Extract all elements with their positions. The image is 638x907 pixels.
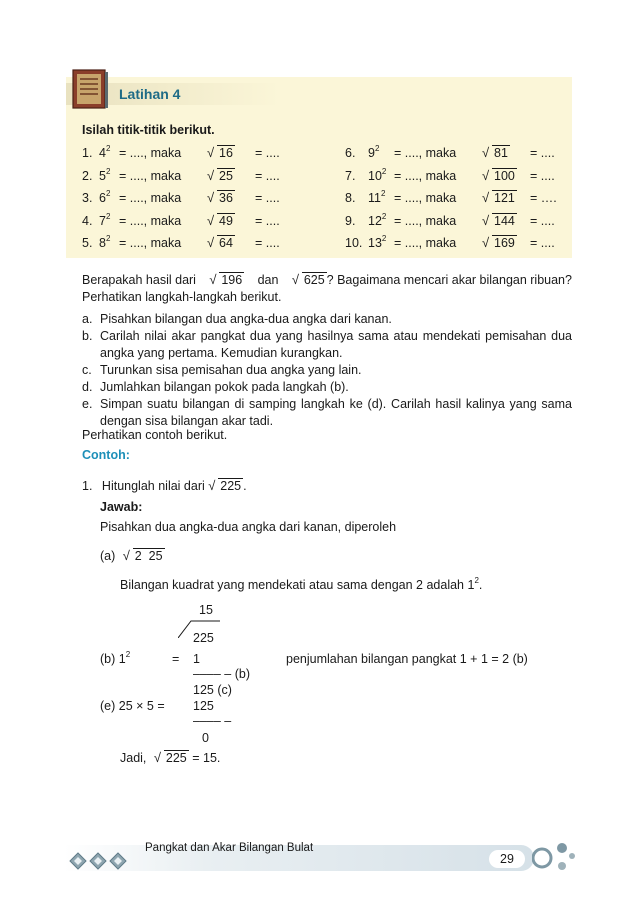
example-intro: Perhatikan contoh berikut. xyxy=(82,428,228,442)
exercise-row xyxy=(82,191,280,214)
exercise-power: $13^2$ xyxy=(368,234,387,250)
kuadrat-text: Bilangan kuadrat yang mendekati atau sama dengan 2 adalah 1 xyxy=(120,578,475,592)
exercise-mid: = ...., maka xyxy=(394,168,457,183)
exercise-root: √ 144 xyxy=(482,214,522,228)
exercise-answer: = .... xyxy=(255,213,280,228)
title-band xyxy=(66,83,372,105)
exercise-answer: = .... xyxy=(255,236,280,250)
exercise-row xyxy=(82,236,280,259)
example-question xyxy=(82,479,247,493)
instruction: Isilah titik-titik berikut. xyxy=(82,123,215,137)
step-b-note: penjumlahan bilangan pangkat 1 + 1 = 2 (b) xyxy=(286,652,528,666)
exercise-mid: = ...., maka xyxy=(394,213,457,228)
step-item xyxy=(82,311,572,328)
exercise-mid: = ...., maka xyxy=(119,146,182,160)
step-text: Turunkan sisa pemisahan dua angka yang lain. xyxy=(100,363,362,377)
exercise-row xyxy=(82,166,280,192)
minus-line-b: –––– – (b) xyxy=(193,667,250,681)
final-zero: 0 xyxy=(202,731,209,745)
exercise-root: √ 121 xyxy=(482,191,522,205)
step-e-label: (e) 25 × 5 = xyxy=(100,699,165,713)
step-label: d. xyxy=(82,380,93,394)
section-title: Latihan 4 xyxy=(119,86,181,102)
exercise-list-left xyxy=(82,146,280,259)
exercise-power: $9^2$ xyxy=(368,144,380,160)
exercise-mid: = ...., maka xyxy=(119,213,182,228)
exercise-row xyxy=(345,166,557,192)
exercise-number: 5. xyxy=(82,236,93,250)
exercise-power: $7^2$ xyxy=(99,211,111,228)
exercise-number: 10. xyxy=(345,236,363,250)
exercise-row xyxy=(345,191,557,214)
minus-line-2: –––– – xyxy=(193,714,232,728)
exercise-root: √ 169 xyxy=(482,236,522,250)
conclusion xyxy=(120,751,220,765)
exercise-root: √ 49 xyxy=(207,214,247,228)
exercise-answer: = .... xyxy=(530,213,555,228)
conclusion-post: = 15. xyxy=(192,751,221,765)
answer-label: Jawab: xyxy=(100,500,143,514)
question-number: 1. xyxy=(82,479,93,493)
exercise-number: 4. xyxy=(82,213,93,228)
exercise-power: $4^2$ xyxy=(99,144,111,160)
exercise-root: √ 81 xyxy=(482,146,522,160)
exercise-mid: = ...., maka xyxy=(119,236,182,250)
intro-part2: ? Bagaimana mencari akar bilangan ribuan? xyxy=(326,273,572,287)
exercise-power: $6^2$ xyxy=(99,189,111,205)
question-text: Hitunglah nilai dari xyxy=(101,479,205,493)
step-b-value: 1 xyxy=(193,652,200,666)
exercise-number: 6. xyxy=(345,146,356,160)
exercise-list-right xyxy=(345,146,557,259)
exercise-answer: = .... xyxy=(255,168,280,183)
exercise-answer: = .... xyxy=(255,146,280,160)
exercise-power: $5^2$ xyxy=(99,166,111,183)
step-item xyxy=(82,396,572,430)
kuadrat-line xyxy=(120,578,482,592)
intro-paragraph xyxy=(82,272,572,306)
exercise-root: √ 25 xyxy=(207,169,247,183)
dividend: 225 xyxy=(193,631,214,645)
exercise-root: √ 64 xyxy=(207,236,247,250)
exercise-mid: = ...., maka xyxy=(119,168,182,183)
step-b-eq: = xyxy=(172,652,180,666)
remainder-c: 125 (c) xyxy=(193,683,232,697)
step-text: Jumlahkan bilangan pokok pada langkah (b). xyxy=(100,380,349,394)
exercise-power: $10^2$ xyxy=(368,166,387,183)
exercise-answer: = .... xyxy=(530,168,555,183)
step-item xyxy=(82,362,572,379)
intro-and: dan xyxy=(257,273,279,287)
exercise-row xyxy=(82,211,280,237)
exercise-number: 2. xyxy=(82,168,93,183)
exercise-answer: = .... xyxy=(530,236,555,250)
example-label: Contoh: xyxy=(82,448,130,462)
answer-intro: Pisahkan dua angka-dua angka dari kanan, diperoleh xyxy=(100,520,397,534)
step-item xyxy=(82,328,572,362)
intro-root1: √ 196 xyxy=(209,272,244,289)
exercise-number: 7. xyxy=(345,168,356,183)
exercise-number: 1. xyxy=(82,146,93,160)
exercise-answer: = …. xyxy=(530,191,557,205)
exercise-root: √ 100 xyxy=(482,169,522,183)
step-label: b. xyxy=(82,329,93,343)
kuadrat-end: . xyxy=(478,578,483,592)
step-label: c. xyxy=(82,363,92,377)
exercise-mid: = ...., maka xyxy=(394,146,457,160)
exercise-row xyxy=(345,236,557,259)
footer-ornament-icon xyxy=(68,850,148,875)
exercise-power: $8^2$ xyxy=(99,234,111,250)
step-label: e. xyxy=(82,397,93,411)
kuadrat-exp: 2 xyxy=(474,576,479,585)
exercise-mid: = ...., maka xyxy=(119,191,182,205)
step-b-label: (b) $1^2$ xyxy=(100,650,131,666)
exercise-row xyxy=(345,211,557,237)
conclusion-root: √ 225 xyxy=(154,751,189,765)
step-a-root: √ 2 25 xyxy=(123,549,165,563)
exercise-power: $11^2$ xyxy=(368,189,386,205)
exercise-power: $12^2$ xyxy=(368,211,387,228)
exercise-mid: = ...., maka xyxy=(394,191,457,205)
exercise-mid: = ...., maka xyxy=(394,236,457,250)
book-icon xyxy=(70,67,110,111)
exercise-number: 3. xyxy=(82,191,93,205)
step-a xyxy=(100,549,165,563)
exercise-row xyxy=(82,146,280,169)
question-end: . xyxy=(243,479,247,493)
step-text: Carilah nilai akar pangkat dua yang hasilnya sama atau mendekati pemisahan dua angka yang pertama. Kemudian kurangkan. xyxy=(100,329,572,360)
page-number: 29 xyxy=(489,850,525,868)
intro-part1: Berapakah hasil dari xyxy=(82,273,196,287)
exercise-number: 8. xyxy=(345,191,356,205)
exercise-number: 9. xyxy=(345,213,356,228)
exercise-root: √ 36 xyxy=(207,191,247,205)
conclusion-pre: Jadi, xyxy=(120,751,147,765)
result-top: 15 xyxy=(199,603,213,617)
step-label: a. xyxy=(82,312,93,326)
exercise-answer: = .... xyxy=(255,191,280,205)
question-root: √ 225 xyxy=(208,479,243,493)
step-e-value: 125 xyxy=(193,699,214,713)
exercise-root: √ 16 xyxy=(207,146,247,160)
exercise-row xyxy=(345,146,557,169)
footer-title: Pangkat dan Akar Bilangan Bulat xyxy=(145,842,314,854)
steps-list xyxy=(82,311,572,430)
intro-line2: Perhatikan langkah-langkah berikut. xyxy=(82,290,282,304)
step-text: Pisahkan bilangan dua angka-dua angka dari kanan. xyxy=(100,312,392,326)
footer-swirl-icon xyxy=(532,838,578,881)
intro-root2: √ 625 xyxy=(292,272,327,289)
exercise-answer: = .... xyxy=(530,146,555,160)
step-text: Simpan suatu bilangan di samping langkah ke (d). Carilah hasil kalinya yang sama dengan sisa bilangan akar tadi. xyxy=(100,397,572,428)
step-a-label: (a) xyxy=(100,549,116,563)
step-item xyxy=(82,379,572,396)
